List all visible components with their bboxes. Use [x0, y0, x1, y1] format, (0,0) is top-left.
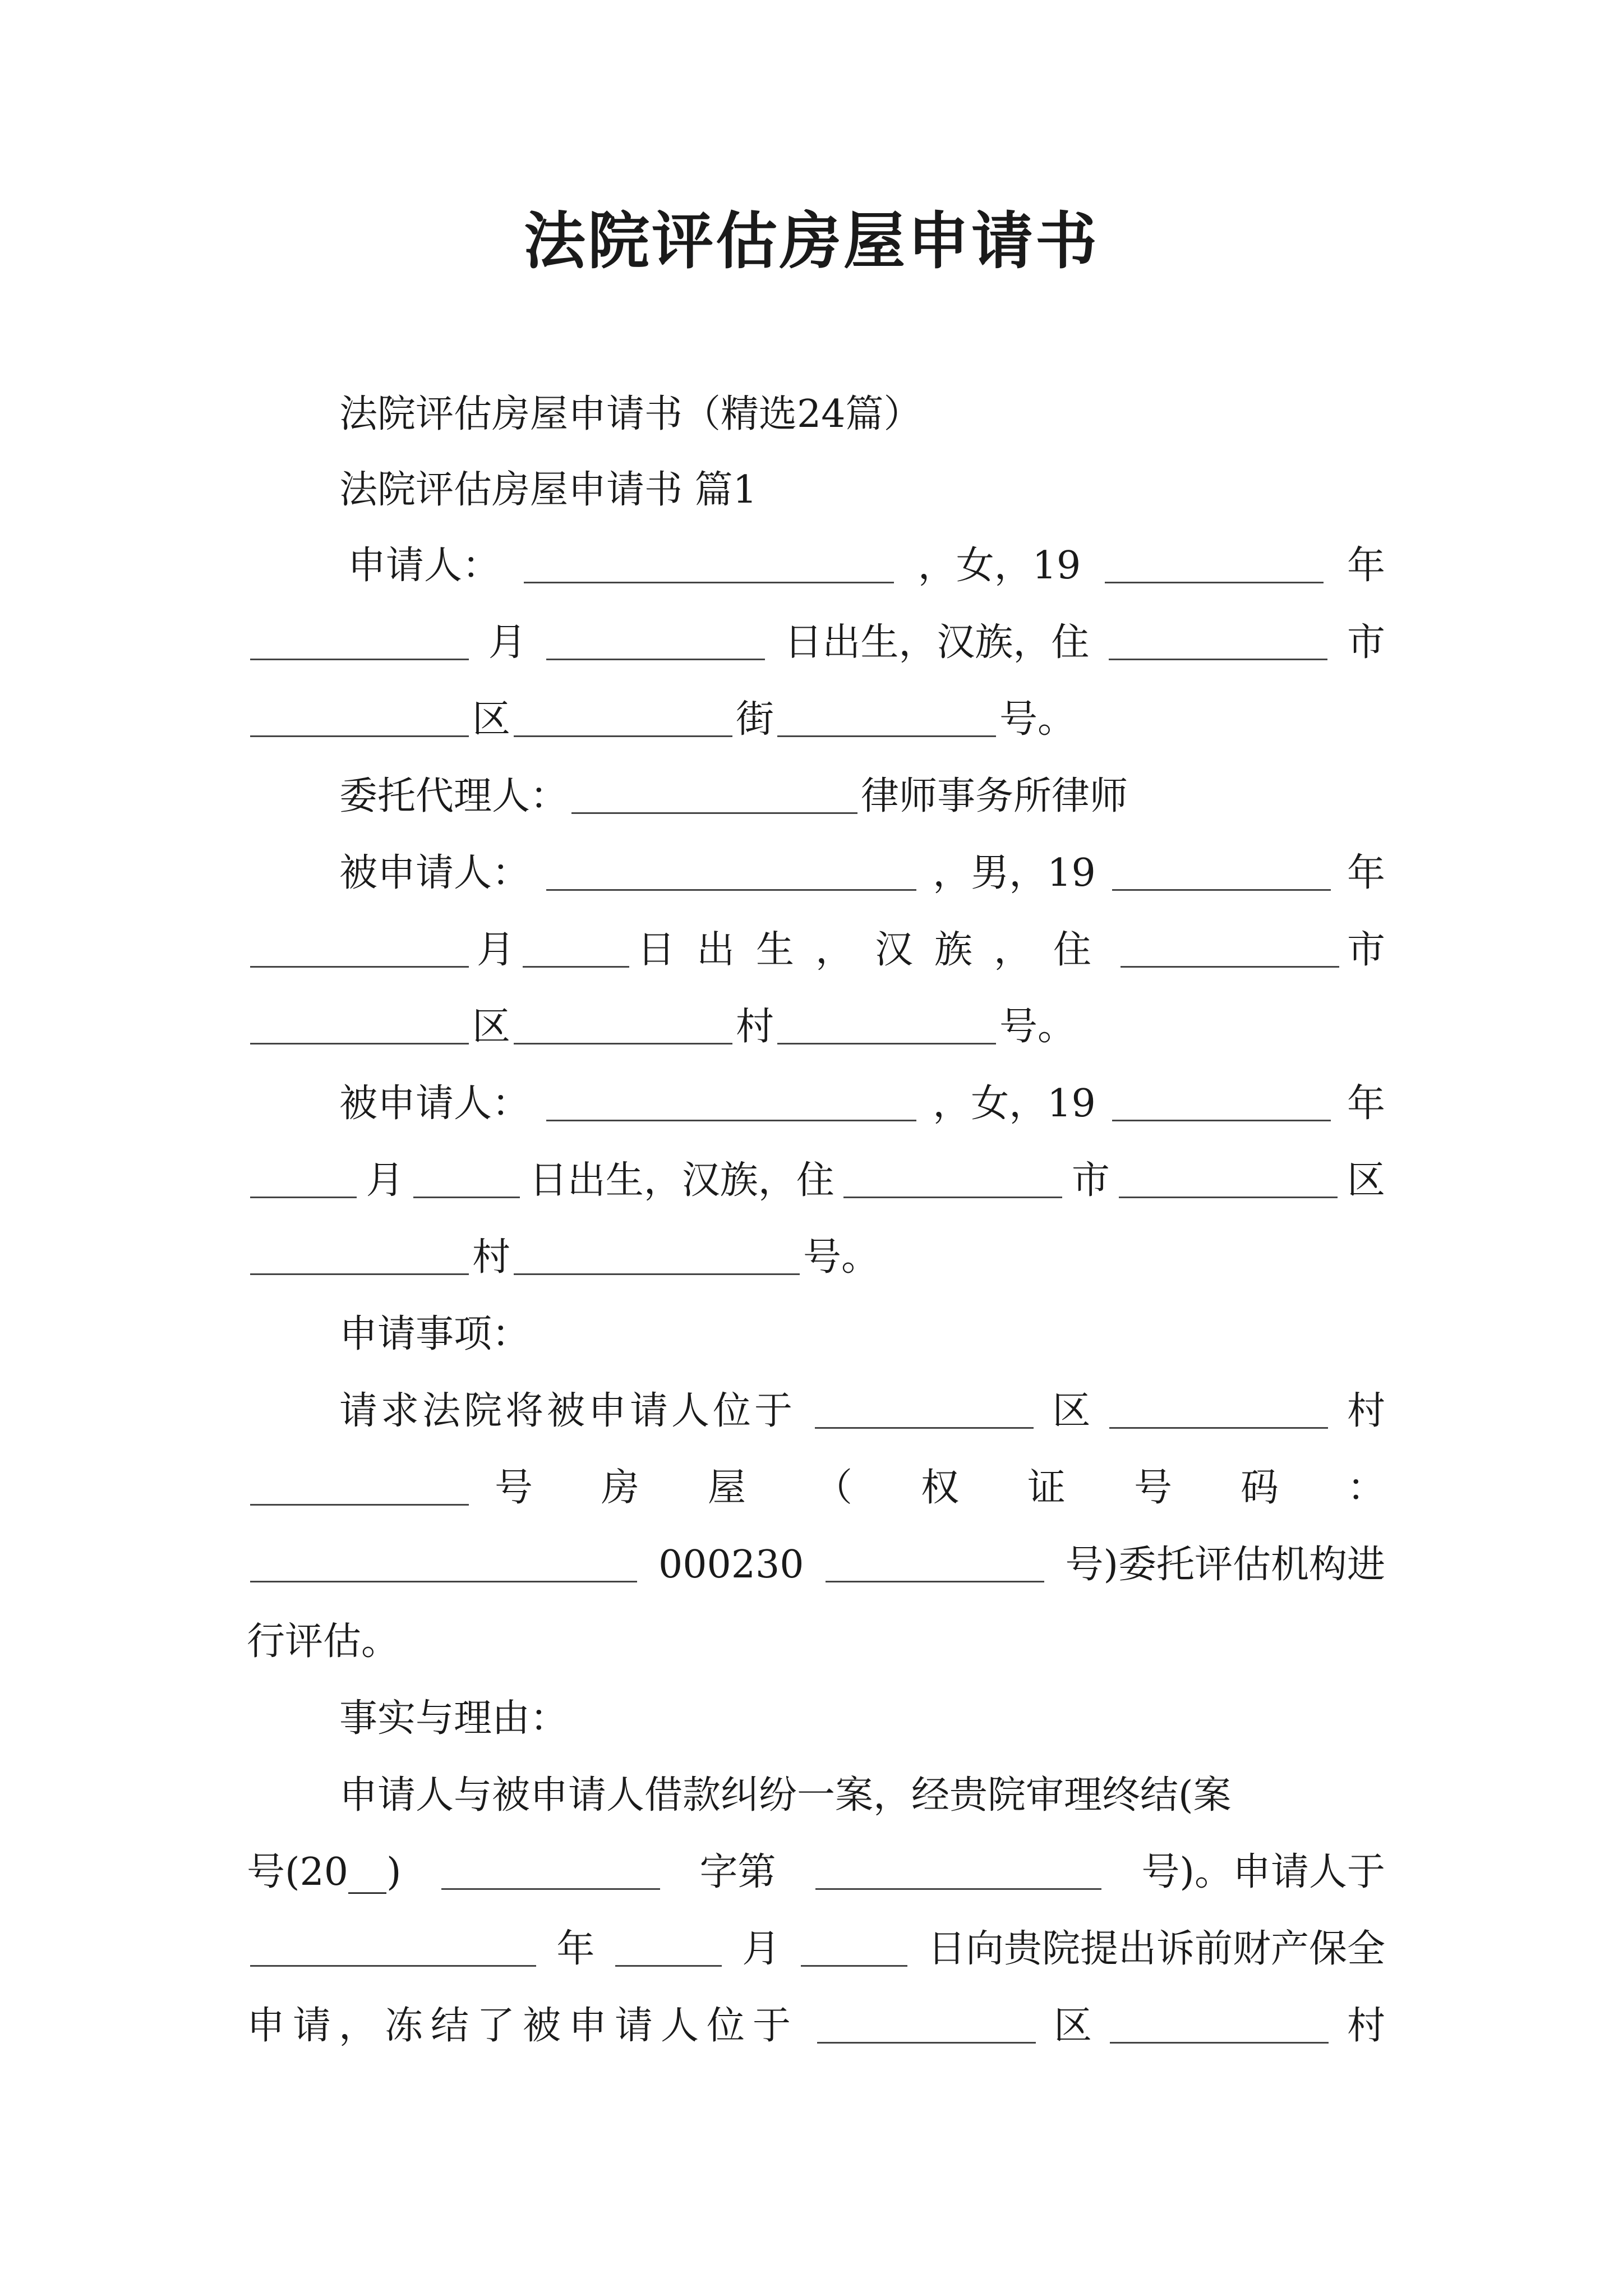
city-blank [1121, 932, 1339, 968]
month-text: 月 [366, 1158, 404, 1203]
month-blank [250, 1163, 357, 1198]
section-heading [247, 452, 1385, 528]
village-blank [250, 1240, 469, 1275]
year-text: 年 [1347, 851, 1385, 895]
respondent1-line-1 [247, 835, 1385, 912]
facts-line-4 [247, 1987, 1385, 2064]
city-text: 市 [1347, 928, 1385, 972]
respondent-name-blank [546, 855, 916, 891]
number-blank [514, 1240, 800, 1275]
facts-text: 申请人与被申请人借款纠纷一案，经贵院审理终结(案 [339, 1773, 1232, 1818]
subtitle: 法院评估房屋申请书（精选24篇） [339, 392, 922, 436]
district-text: 区 [1347, 1158, 1385, 1203]
district-text: 区 [472, 697, 511, 742]
respondent2-line-1 [247, 1065, 1385, 1142]
year-blank [1112, 1086, 1331, 1121]
year-blank [1112, 855, 1331, 891]
number-blank [777, 1009, 996, 1045]
apply-month-blank [615, 1931, 722, 1967]
case-number-blank [815, 1855, 1101, 1890]
village-text: 村 [1347, 1389, 1385, 1433]
facts-line-1 [247, 1757, 1385, 1834]
respondent2-line-2 [247, 1142, 1385, 1219]
apply-day-blank [801, 1931, 907, 1967]
facts-heading [247, 1680, 1385, 1757]
street-blank [514, 702, 732, 737]
agent-blank [571, 779, 857, 814]
matters-label: 申请事项： [339, 1312, 531, 1356]
cert-suffix-blank [826, 1547, 1044, 1582]
house-label: 号房屋（权证号码： [494, 1466, 1454, 1510]
agent-suffix: 律师事务所律师 [861, 774, 1128, 818]
birth-text: 日出生，汉族，住 [784, 620, 1090, 665]
district-blank [250, 702, 469, 737]
birth-text: 日出生，汉族，住 [529, 1158, 834, 1203]
applicant-line-3 [247, 681, 1385, 758]
city-blank [843, 1163, 1062, 1198]
case-number-prefix: 号(20__) [247, 1850, 402, 1894]
gender-text: ，男，19 [933, 851, 1096, 895]
freeze-text: 申请，冻结了被申请人位于 [247, 2004, 799, 2048]
village-blank [514, 1009, 732, 1045]
gender-text: ，女，19 [933, 1082, 1096, 1126]
respondent-name-blank [546, 1086, 916, 1121]
hao-apply-text: 号)。申请人于 [1141, 1850, 1385, 1894]
district-blank [815, 1393, 1034, 1429]
number-text: 号。 [999, 1005, 1076, 1049]
day-blank [523, 932, 629, 968]
request-line-3 [247, 1526, 1385, 1603]
facts-line-3 [247, 1911, 1385, 1987]
matters-heading [247, 1296, 1385, 1373]
request-line-1 [247, 1373, 1385, 1450]
village-blank [1109, 1393, 1328, 1429]
agent-line [247, 758, 1385, 835]
case-blank [441, 1855, 660, 1890]
respondent1-line-2 [247, 912, 1385, 988]
cert-number: 000230 [658, 1543, 804, 1587]
district-text: 区 [472, 1005, 511, 1049]
request-line-2 [247, 1450, 1454, 1526]
agent-label: 委托代理人： [339, 774, 569, 818]
applicant-line-1 [247, 527, 1385, 604]
day-blank [546, 625, 765, 660]
year-text: 年 [1347, 544, 1385, 588]
applicant-label: 申请人： [348, 544, 501, 588]
day-apply-text: 日向贵院提出诉前财产保全 [927, 1927, 1385, 1971]
facts-label: 事实与理由： [339, 1696, 569, 1741]
number-blank [777, 702, 996, 737]
village-text: 村 [736, 1005, 774, 1049]
village-blank [1110, 2008, 1329, 2044]
number-text: 号。 [999, 697, 1076, 742]
month-text: 月 [476, 928, 515, 972]
city-text: 市 [1347, 620, 1385, 665]
birth-text: 日出生，汉族，住 [637, 928, 1113, 972]
month-blank [250, 932, 469, 968]
respondent1-line-3 [247, 988, 1385, 1065]
apply-year-blank [250, 1931, 536, 1967]
month-text: 月 [742, 1927, 781, 1971]
month-blank [250, 625, 469, 660]
district-blank [1119, 1163, 1338, 1198]
respondent-label: 被申请人： [339, 1082, 531, 1126]
applicant-line-2 [247, 604, 1385, 681]
number-text: 号。 [803, 1235, 880, 1280]
street-text: 街 [736, 697, 774, 742]
district-blank [817, 2008, 1036, 2044]
city-text: 市 [1071, 1158, 1110, 1203]
cert-suffix: 号)委托评估机构进 [1065, 1543, 1385, 1587]
applicant-name-blank [524, 548, 894, 583]
facts-line-2 [247, 1834, 1385, 1911]
request-line-4 [247, 1603, 1385, 1680]
district-blank [250, 1009, 469, 1045]
year-text: 年 [1347, 1082, 1385, 1126]
district-text: 区 [1052, 1389, 1091, 1433]
village-text: 村 [472, 1235, 511, 1280]
evaluate-text: 行评估。 [247, 1619, 400, 1664]
subtitle-line [247, 376, 1385, 453]
house-number-blank [250, 1470, 469, 1506]
request-text: 请求法院将被申请人位于 [339, 1389, 796, 1433]
respondent2-line-3 [247, 1219, 1385, 1296]
day-blank [413, 1163, 520, 1198]
cert-prefix-blank [250, 1547, 637, 1582]
month-text: 月 [488, 620, 527, 665]
district-text: 区 [1053, 2004, 1092, 2048]
year-text: 年 [556, 1927, 595, 1971]
village-text: 村 [1347, 2004, 1385, 2048]
year-blank [1105, 548, 1324, 583]
city-blank [1109, 625, 1327, 660]
zi-di-text: 字第 [699, 1850, 776, 1894]
respondent-label: 被申请人： [339, 851, 531, 895]
section-title: 法院评估房屋申请书 篇1 [339, 468, 757, 512]
document-title: 法院评估房屋申请书 [524, 205, 1099, 277]
gender-text: ，女，19 [917, 544, 1081, 588]
